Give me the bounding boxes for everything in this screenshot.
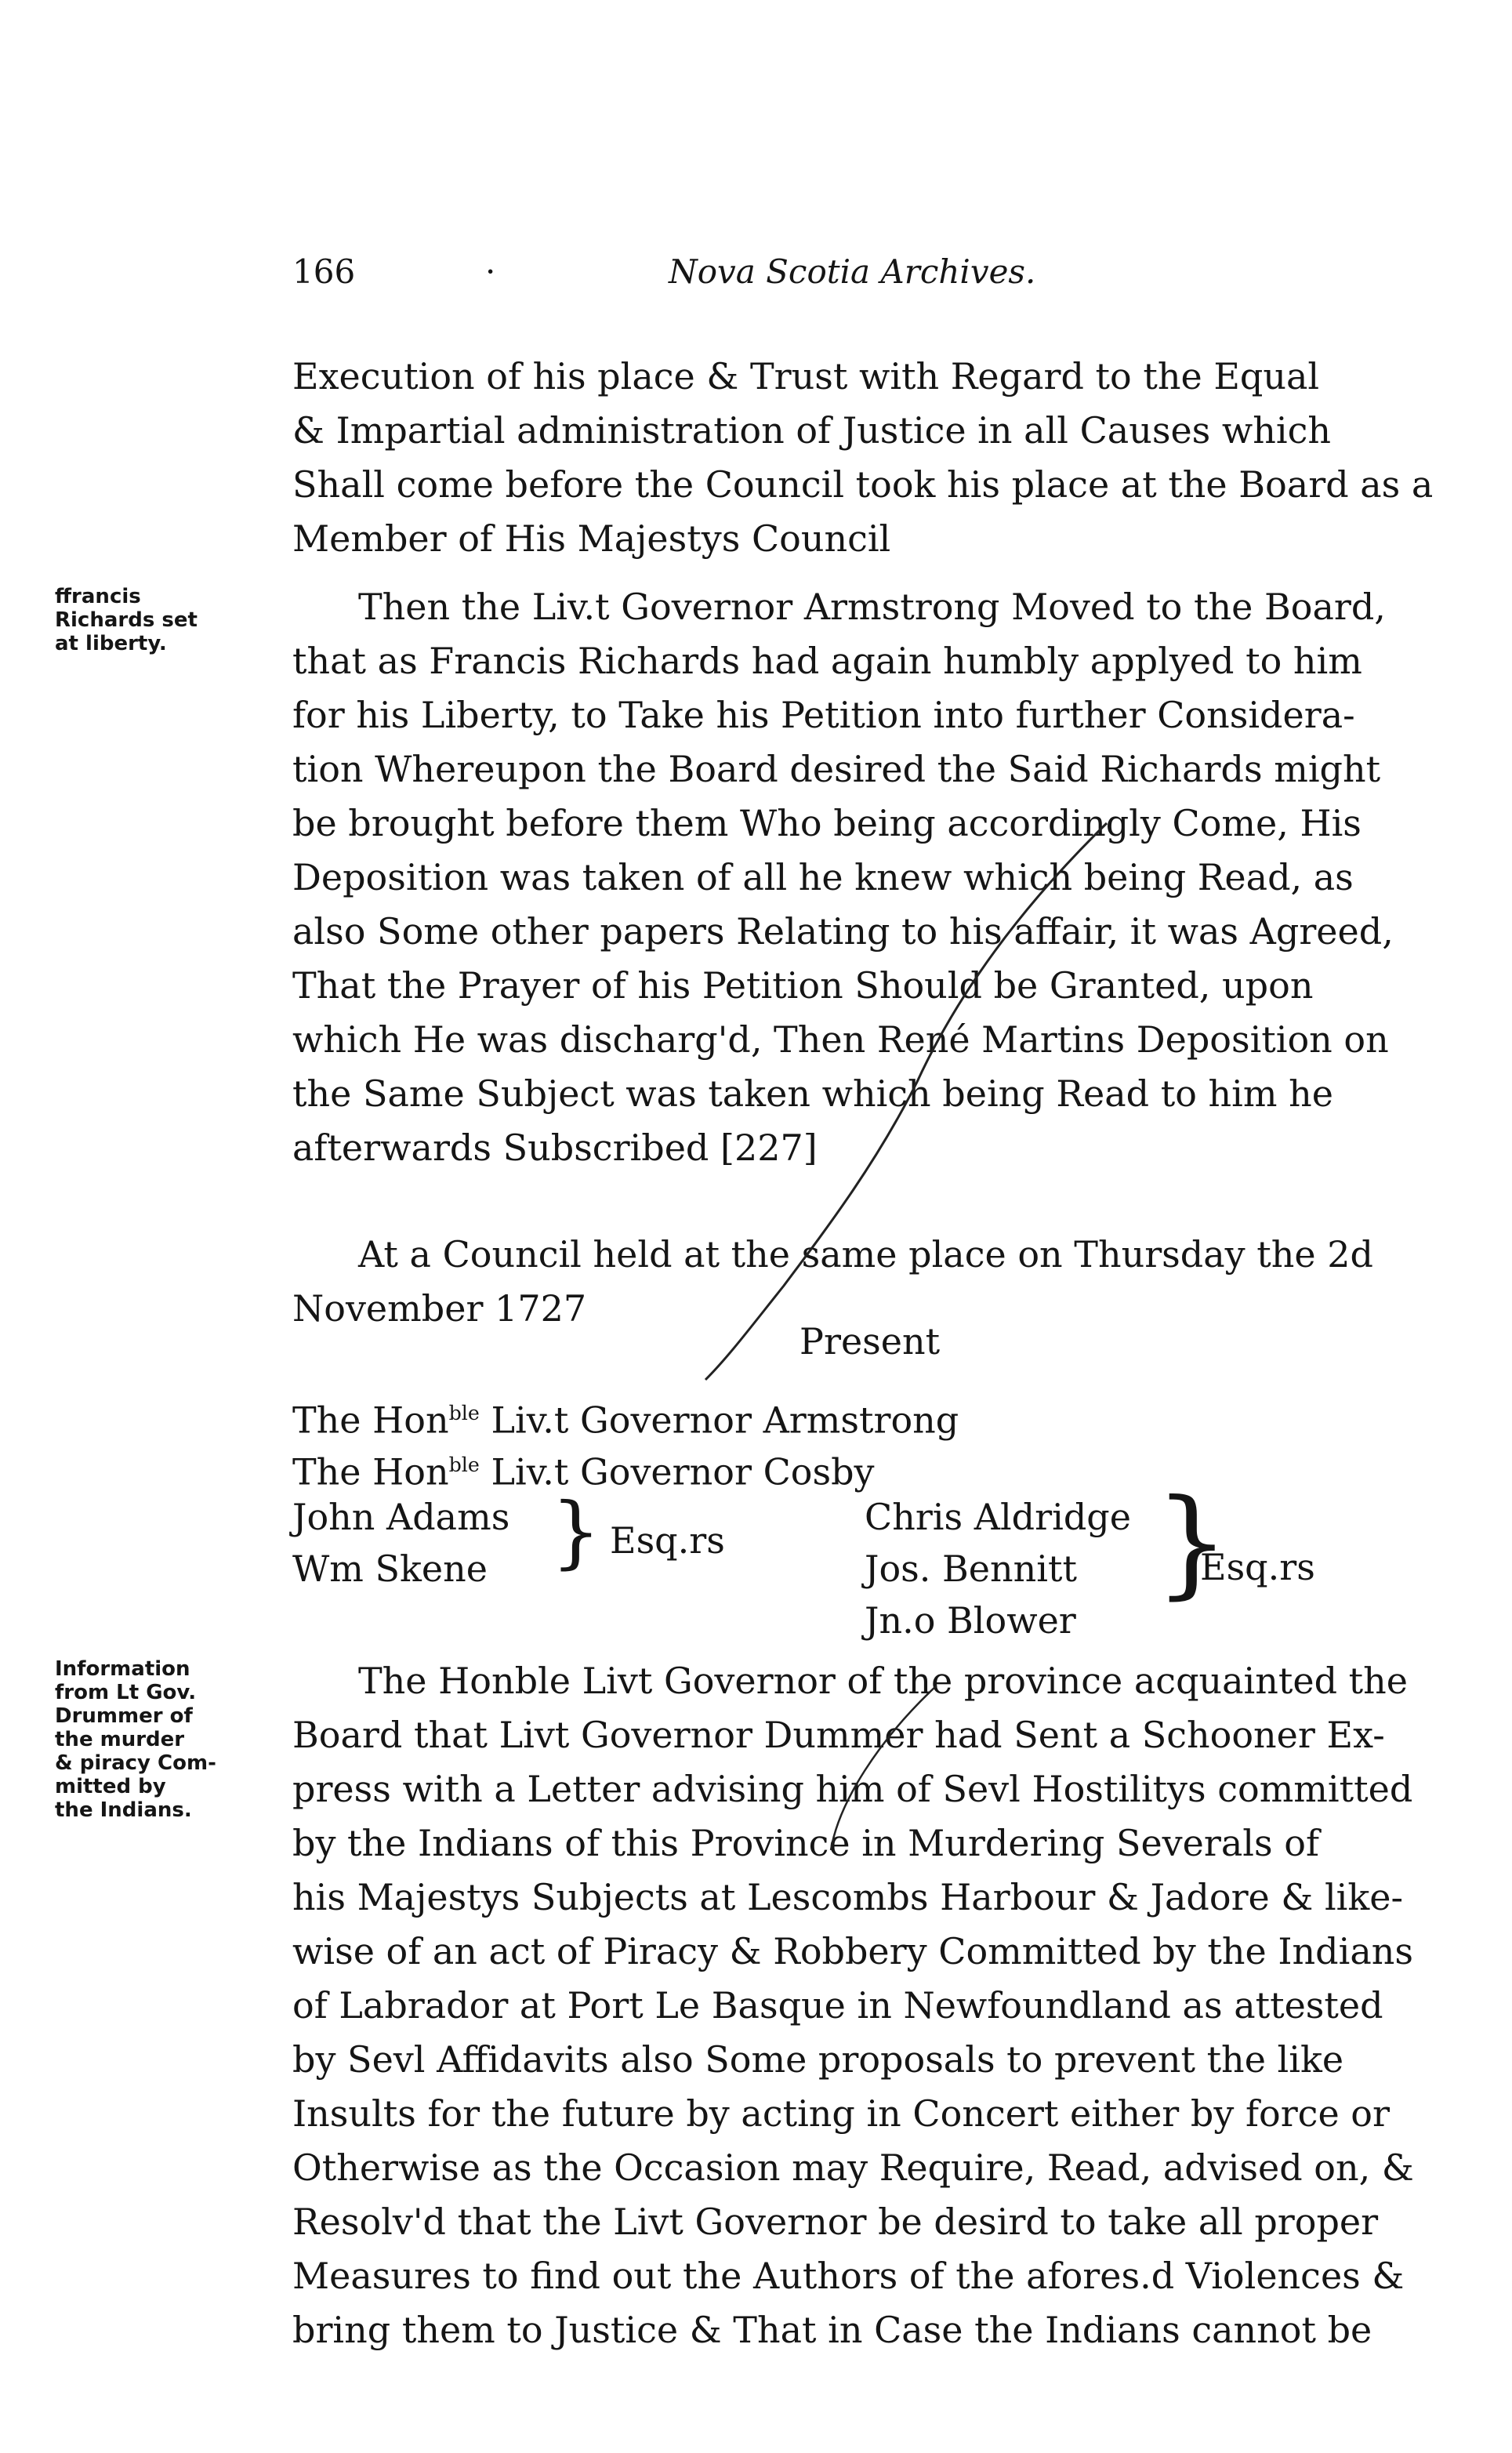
text-line: Then the Liv.t Governor Armstrong Moved to the Board, [358,586,1386,628]
text-line: wise of an act of Piracy & Robbery Committed by the Indians [292,1930,1413,1972]
text-line: which He was discharg'd, Then René Martins Deposition on [292,1018,1389,1061]
text-line: his Majestys Subjects at Lescombs Harbour & Jadore & like- [292,1876,1404,1918]
text-line: the Same Subject was taken which being Read to him he [292,1072,1333,1115]
book-title: Nova Scotia Archives. [669,252,1036,291]
text-line: Measures to find out the Authors of the afores.d Violences & [292,2255,1405,2297]
text-line: by Sevl Affidavits also Some proposals to prevent the like [292,2038,1344,2081]
text-line: Otherwise as the Occasion may Require, Read, advised on, & [292,2146,1414,2189]
text-line: The Honble Livt Governor of the province acquainted the [358,1660,1409,1702]
attendee-name: Wm Skene [292,1548,488,1590]
margin-line: from Lt Gov. [55,1681,197,1704]
brace-left-group: } [551,1486,601,1577]
margin-line: Drummer of [55,1704,193,1728]
text-line: afterwards Subscribed [227] [292,1127,818,1169]
text-line: Member of His Majestys Council [292,517,891,560]
text-line: of Labrador at Port Le Basque in Newfoundland as attested [292,1984,1383,2027]
esquires-label: Esq.rs [1200,1546,1315,1588]
text-line: Shall come before the Council took his place at the Board as a [292,463,1434,506]
text-line: Resolv'd that the Livt Governor be desird to take all proper [292,2201,1379,2243]
esquires-label: Esq.rs [610,1519,725,1562]
attendee-name: Chris Aldridge [865,1496,1131,1538]
margin-line: the murder [55,1728,185,1751]
text-line: also Some other papers Relating to his affair, it was Agreed, [292,910,1394,953]
attendee-governor-armstrong: The Hon$^{ble}$ Liv.t Governor Armstrong [292,1399,959,1442]
text-line: At a Council held at the same place on Thursday the 2d [358,1233,1373,1275]
text-line: Insults for the future by acting in Concert either by force or [292,2092,1390,2135]
margin-line: the Indians. [55,1798,192,1822]
text-line: Board that Livt Governor Dummer had Sent a Schooner Ex- [292,1714,1385,1756]
page-number: 166 [292,252,356,291]
margin-line: & piracy Com- [55,1751,216,1775]
text-line: Execution of his place & Trust with Regard to the Equal [292,355,1320,397]
text-line: press with a Letter advising him of Sevl Hostilitys committed [292,1768,1413,1810]
text-line: November 1727 [292,1287,587,1330]
text-line: That the Prayer of his Petition Should be Granted, upon [292,964,1314,1007]
margin-line: Richards set [55,608,198,632]
header-separator: · [485,252,496,291]
text-line: be brought before them Who being accordingly Come, His [292,802,1362,844]
text-line: tion Whereupon the Board desired the Said Richards might [292,748,1381,790]
attendee-name: Jn.o Blower [865,1599,1076,1642]
text-line: that as Francis Richards had again humbly applyed to him [292,640,1362,682]
margin-line: at liberty. [55,632,167,655]
text-line: for his Liberty, to Take his Petition into further Considera- [292,694,1355,736]
text-line: by the Indians of this Province in Murdering Severals of [292,1822,1319,1864]
attendee-name: John Adams [292,1496,510,1538]
brace-right-group: } [1155,1475,1230,1611]
attendee-governor-cosby: The Hon$^{ble}$ Liv.t Governor Cosby [292,1450,875,1493]
margin-line: Information [55,1657,190,1681]
text-line: bring them to Justice & That in Case the Indians cannot be [292,2309,1372,2351]
present-label: Present [800,1320,941,1363]
margin-line: ffrancis [55,585,141,608]
margin-line: mitted by [55,1775,166,1798]
attendee-name: Jos. Bennitt [865,1548,1077,1590]
text-line: & Impartial administration of Justice in all Causes which [292,409,1332,452]
text-line: Deposition was taken of all he knew which being Read, as [292,856,1354,898]
